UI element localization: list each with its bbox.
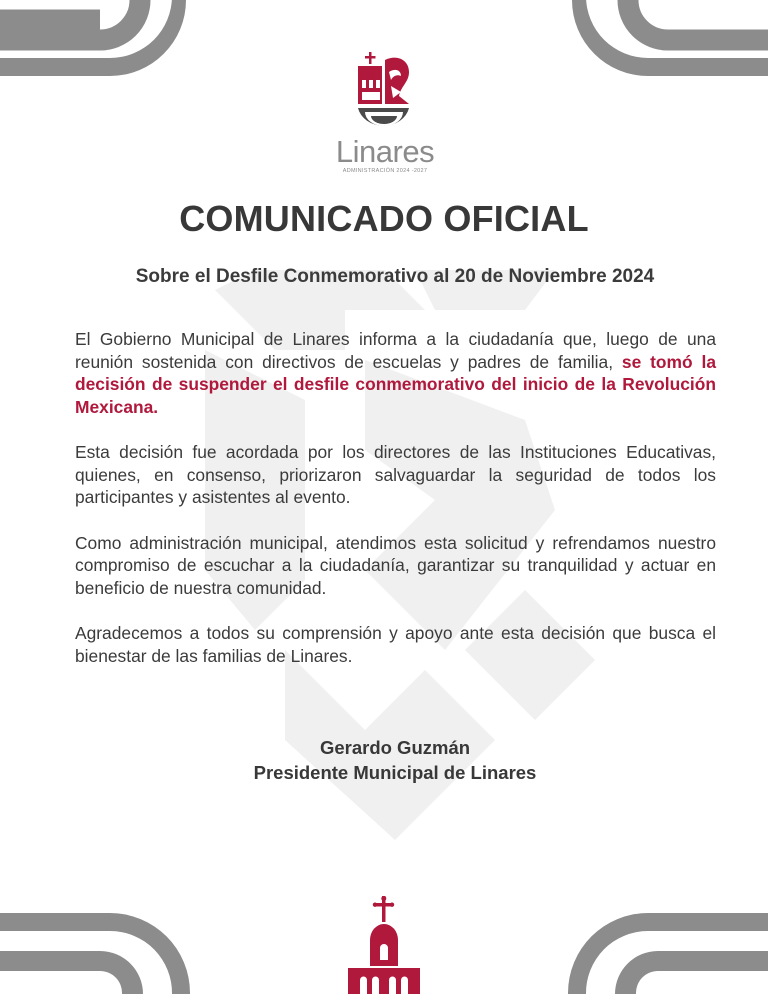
document-title: COMUNICADO OFICIAL <box>179 198 589 239</box>
signature-name: Gerardo Guzmán <box>319 737 471 758</box>
paragraph-3: Como administración municipal, atendimos esta solicitud y refrendamos nuestro compromiso de escuchar a la ciudadanía, garantizar su tranquilidad y actuar en beneficio de nuestra comunidad. <box>75 532 716 598</box>
document-body <box>75 328 716 690</box>
paragraph-4: Agradecemos a todos su comprensión y apoyo ante esta decisión que busca el bienestar de las familias de Linares. <box>75 623 716 666</box>
paragraph-1-highlight: se tomó la decisión de suspender el desfile conmemorativo del inicio de la Revolución Mexicana. <box>75 351 717 417</box>
linares-logo <box>333 52 437 175</box>
corner-ornament-bottom-right <box>553 899 768 994</box>
signature-block <box>0 735 768 785</box>
paragraph-2: Esta decisión fue acordada por los directores de las Instituciones Educativas, quienes, en consenso, priorizaron salvaguardar la seguridad de todos los participantes y asistentes al evento. <box>75 442 716 507</box>
logo-administration-period: ADMINISTRACIÓN 2024 -2027 <box>342 168 428 174</box>
corner-ornament-top-right <box>553 0 768 90</box>
paragraph-1 <box>75 328 716 418</box>
paragraph-1-text: El Gobierno Municipal de Linares informa a la ciudadanía que, luego de una reunión sostenida con directivos de escuelas y padres de familia, <box>75 329 716 372</box>
church-tower-icon <box>346 896 422 999</box>
corner-ornament-bottom-left <box>0 899 205 994</box>
linares-church-crest-icon <box>355 52 415 132</box>
signature-role: Presidente Municipal de Linares <box>253 762 537 783</box>
logo-wordmark: Linares <box>335 134 435 169</box>
corner-ornament-top-left <box>0 0 190 90</box>
document-subtitle: Sobre el Desfile Conmemorativo al 20 de Noviembre 2024 <box>135 266 655 287</box>
